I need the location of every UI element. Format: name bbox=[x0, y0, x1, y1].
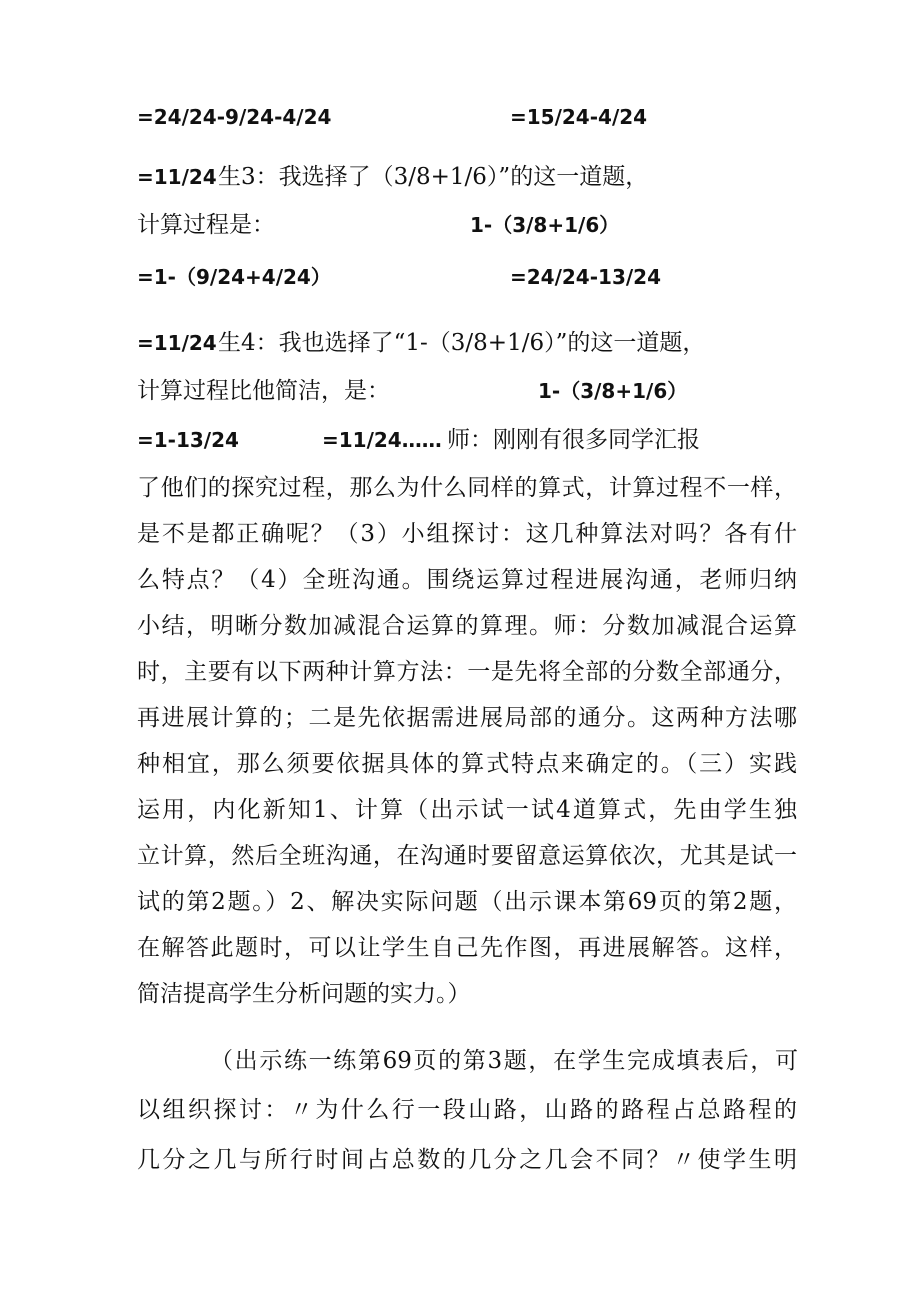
paragraph-line: 试的第2题。）2、解决实际问题（出示课本第69页的第2题， bbox=[137, 889, 797, 915]
equation-line: =1-13/24 bbox=[137, 428, 239, 452]
paragraph-line: 么特点？（4）全班沟通。围绕运算过程进展沟通，老师归纳 bbox=[137, 567, 797, 593]
equation-line: =15/24-4/24 bbox=[510, 105, 648, 129]
paragraph-line: 再进展计算的；二是先依据需进展局部的通分。这两种方法哪 bbox=[137, 705, 797, 731]
paragraph-line: 种相宜，那么须要依据具体的算式特点来确定的。（三）实践 bbox=[137, 751, 797, 777]
paragraph-line: 小结，明晰分数加减混合运算的算理。师：分数加减混合运算 bbox=[137, 613, 797, 639]
paragraph-line: 以组织探讨：〃为什么行一段山路，山路的路程占总路程的 bbox=[137, 1097, 797, 1123]
equation-line: =11/24 bbox=[137, 165, 217, 189]
equation-line: 1-（3/8+1/6） bbox=[538, 379, 688, 403]
text-line: 计算过程是： bbox=[137, 212, 275, 238]
paragraph-line: 运用，内化新知1、计算（出示试一试4道算式，先由学生独 bbox=[137, 797, 797, 823]
paragraph-line: 简洁提高学生分析问题的实力。） bbox=[137, 981, 471, 1007]
paragraph-line: 时，主要有以下两种计算方法：一是先将全部的分数全部通分， bbox=[137, 659, 797, 685]
text-line: 计算过程比他简洁，是： bbox=[137, 378, 390, 404]
paragraph-line: 立计算，然后全班沟通，在沟通时要留意运算依次，尤其是试一 bbox=[137, 843, 797, 869]
paragraph-line: 几分之几与所行时间占总数的几分之几会不同？〃使学生明 bbox=[137, 1147, 797, 1173]
paragraph-line: 了他们的探究过程，那么为什么同样的算式，计算过程不一样， bbox=[137, 475, 797, 501]
paragraph-line: （出示练一练第69页的第3题，在学生完成填表后，可 bbox=[210, 1048, 798, 1074]
equation-line: =24/24-13/24 bbox=[510, 265, 661, 289]
equation-line: 1-（3/8+1/6） bbox=[470, 213, 620, 237]
text-line: 生3：我选择了（3/8+1/6）”的这一道题， bbox=[218, 164, 649, 190]
text-line: 师：刚刚有很多同学汇报 bbox=[447, 427, 700, 453]
text-line: 生4：我也选择了“1-（3/8+1/6）”的这一道题， bbox=[218, 330, 706, 356]
equation-line: =11/24…… bbox=[322, 428, 442, 452]
paragraph-line: 是不是都正确呢？（3）小组探讨：这几种算法对吗？各有什 bbox=[137, 521, 797, 547]
equation-line: =11/24 bbox=[137, 331, 217, 355]
equation-line: =24/24-9/24-4/24 bbox=[137, 105, 332, 129]
paragraph-line: 在解答此题时，可以让学生自己先作图，再进展解答。这样， bbox=[137, 935, 797, 961]
equation-line: =1-（9/24+4/24） bbox=[137, 265, 331, 289]
